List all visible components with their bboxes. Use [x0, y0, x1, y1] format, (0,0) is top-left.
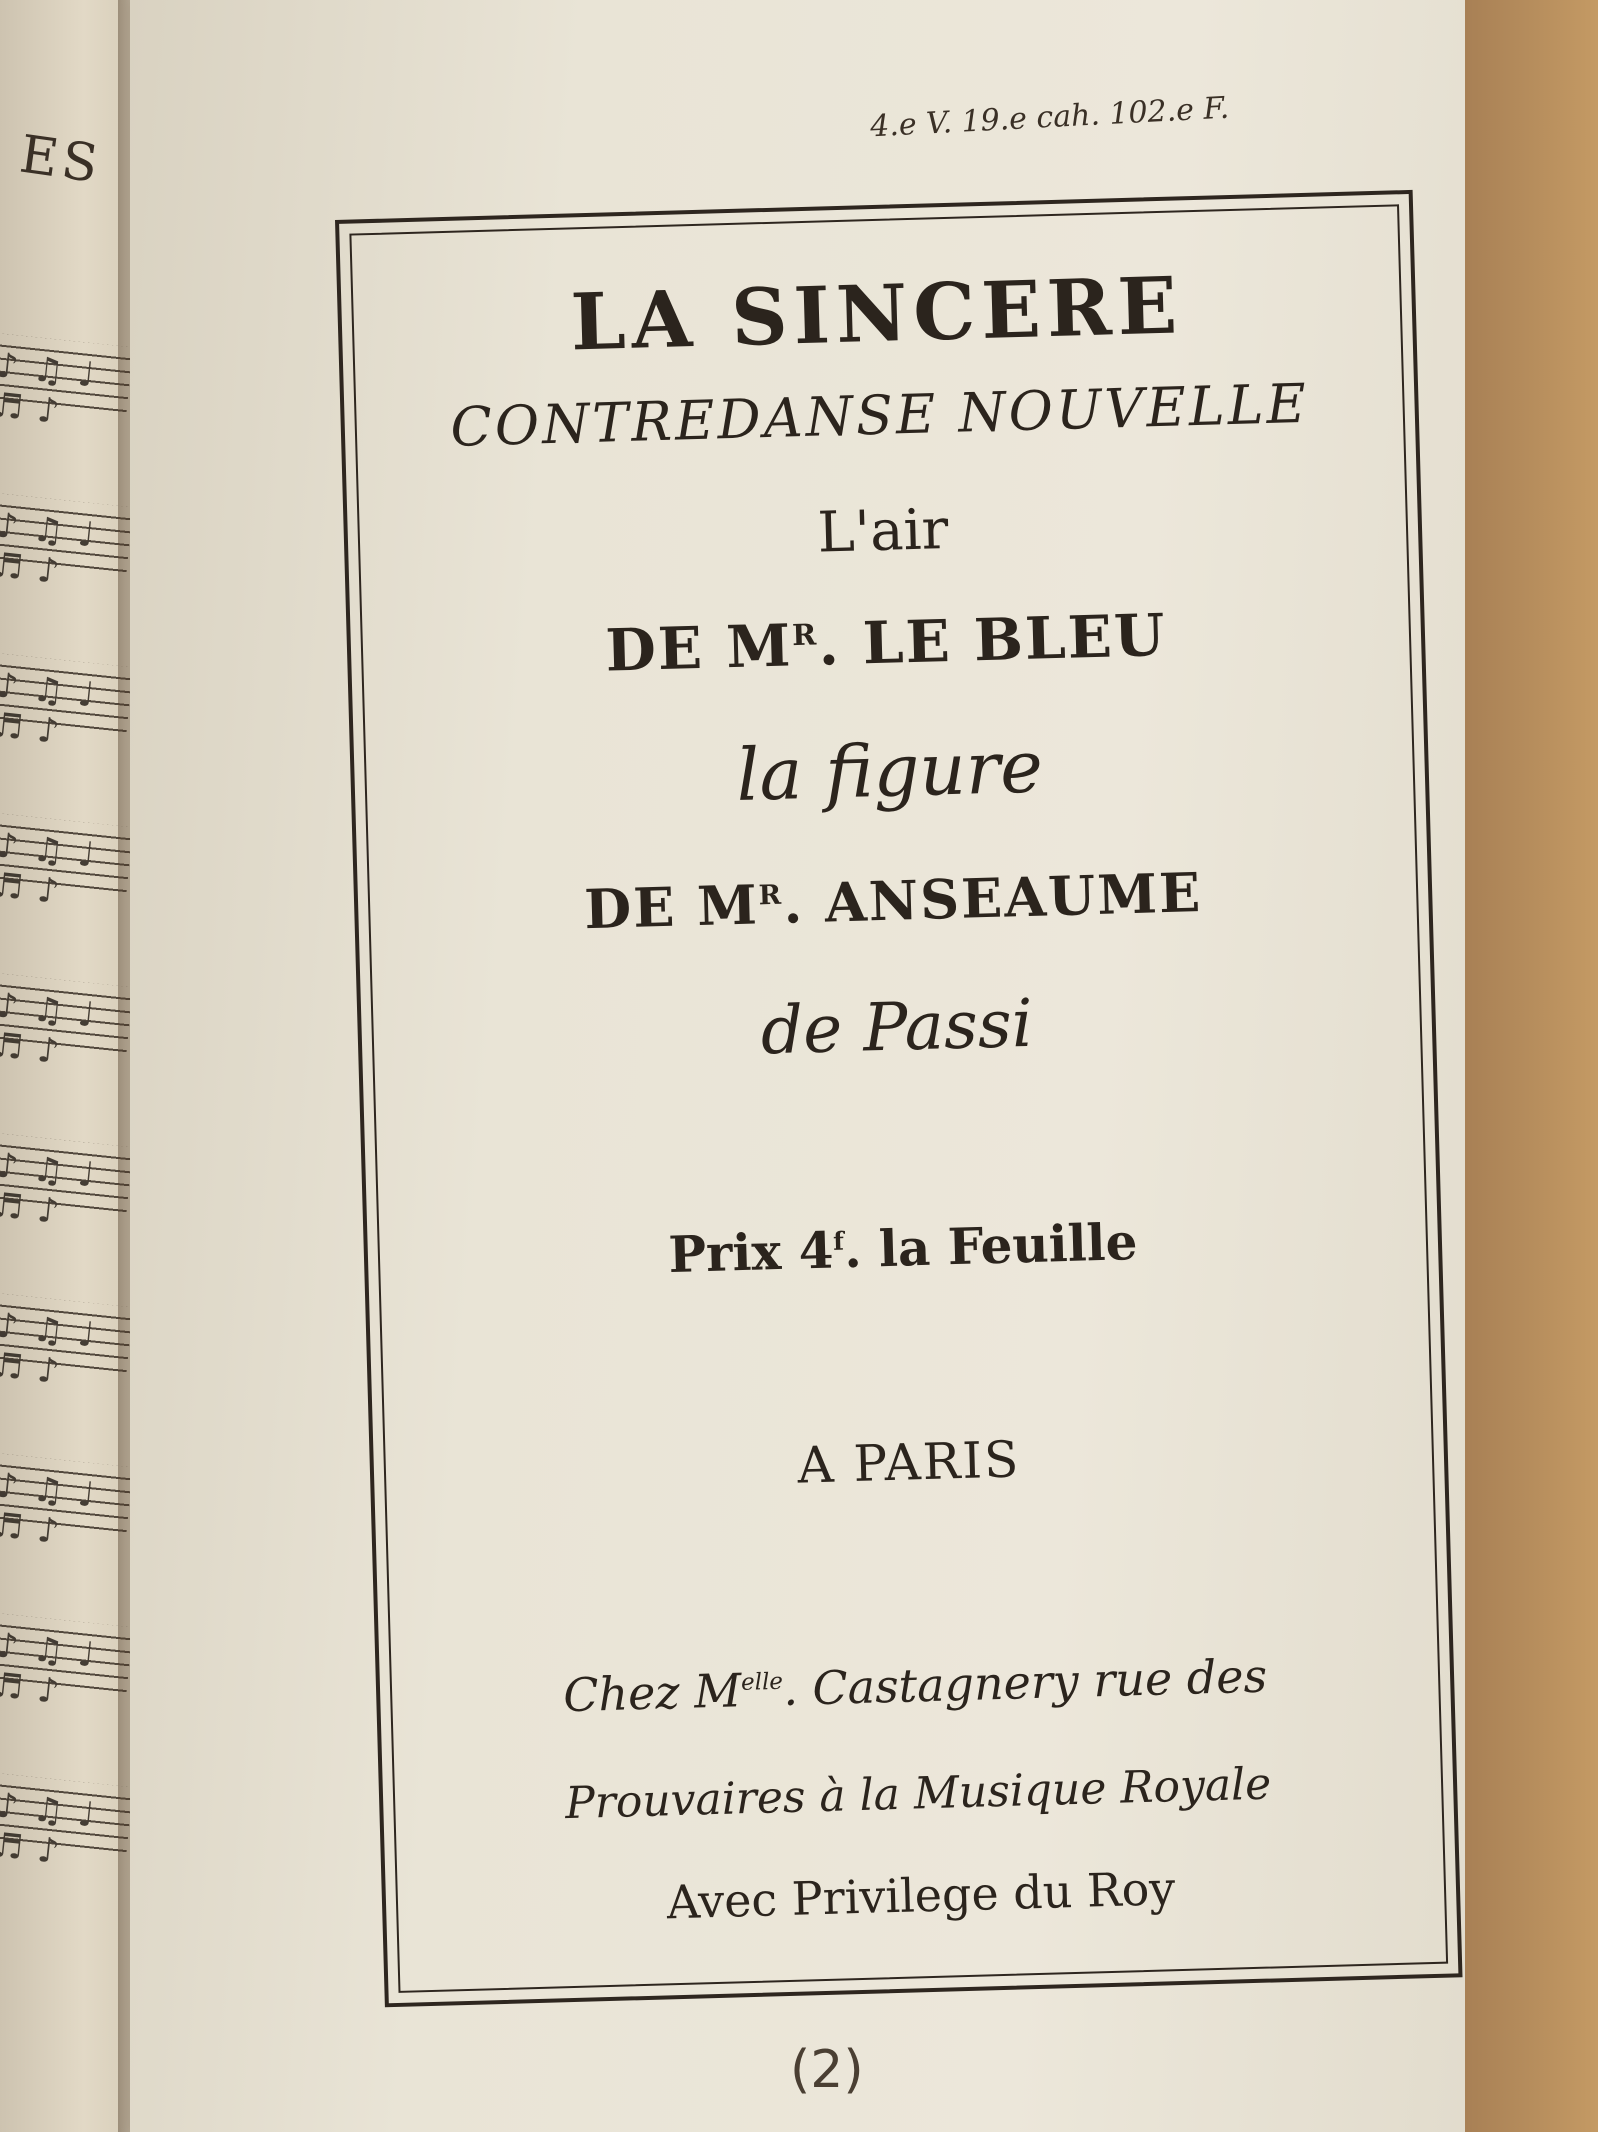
publisher-prefix: Chez M — [562, 1663, 742, 1723]
title-frame-inner — [349, 204, 1448, 1993]
price-sup: f — [832, 1226, 845, 1256]
address-line: Prouvaires à la Musique Royale — [564, 1758, 1272, 1830]
price-suffix: . la Feuille — [843, 1212, 1139, 1280]
music-staff — [0, 493, 133, 577]
catalog-note: 4.e V. 19.e cah. 102.e F. — [869, 90, 1230, 145]
publisher-sup: elle — [740, 1668, 784, 1696]
composer-name: . LE BLEU — [817, 600, 1168, 679]
music-staff — [0, 1613, 133, 1697]
table-edge — [1465, 0, 1598, 2132]
price-prefix: Prix 4 — [667, 1220, 835, 1285]
privilege-line: Avec Privilege du Roy — [666, 1861, 1176, 1930]
city-line: A PARIS — [796, 1430, 1022, 1495]
title-page — [130, 0, 1465, 2132]
page-title: LA SINCERE — [569, 260, 1185, 369]
place-line: de Passi — [759, 984, 1034, 1070]
page-number: (2) — [790, 2040, 864, 2100]
music-staff — [0, 813, 133, 897]
music-staff — [0, 1773, 133, 1857]
music-staff — [0, 1133, 133, 1217]
publisher-name: . Castagnery rue des — [782, 1648, 1268, 1717]
title-frame — [335, 190, 1463, 2007]
choreographer-name: . ANSEAUME — [782, 860, 1203, 936]
music-staff — [0, 653, 133, 737]
music-staff — [0, 1453, 133, 1537]
air-label: L'air — [816, 497, 950, 566]
music-staff — [0, 1293, 133, 1377]
choreographer-prefix: DE M — [583, 872, 760, 942]
composer-sup: R — [791, 617, 819, 653]
music-staff — [0, 973, 133, 1057]
page-subtitle: CONTREDANSE NOUVELLE — [449, 371, 1310, 459]
composer-prefix: DE M — [604, 611, 794, 685]
facing-page-heading: ES — [16, 124, 106, 196]
figure-label: la figure — [735, 724, 1044, 817]
choreographer-sup: R — [758, 879, 784, 912]
music-staff — [0, 333, 133, 417]
